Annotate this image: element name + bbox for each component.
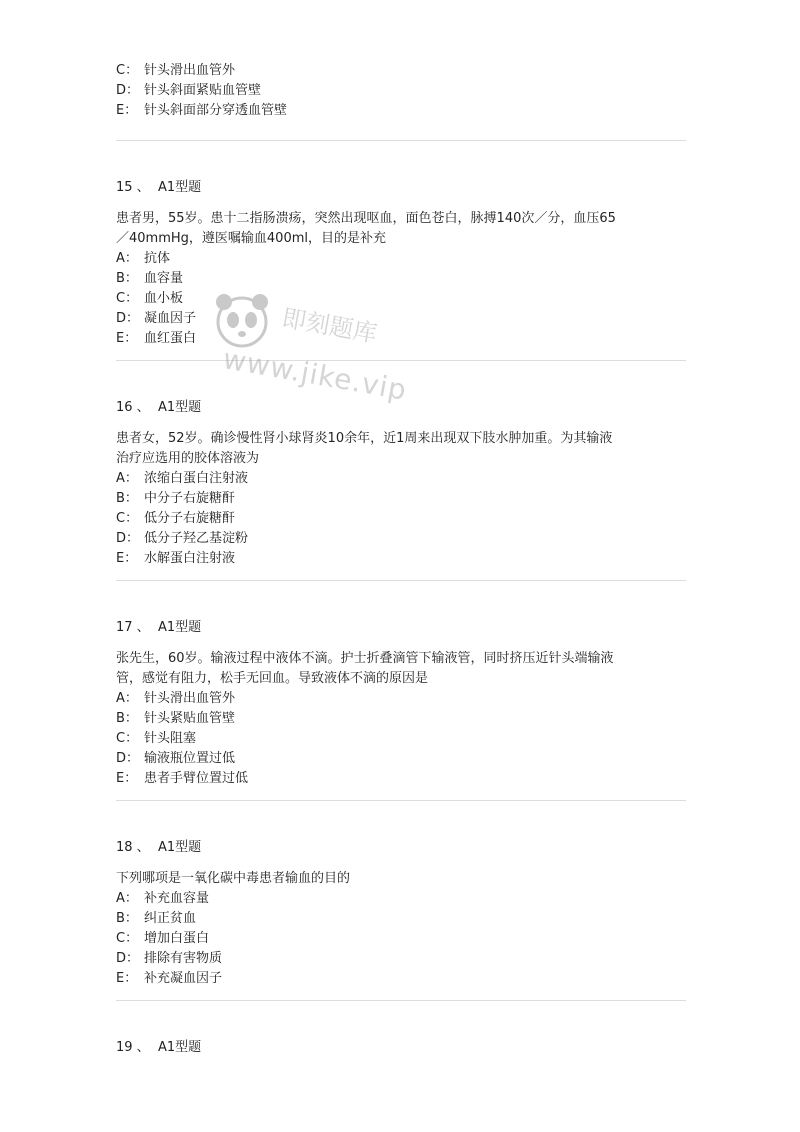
option-c[interactable]: C： 血小板 bbox=[116, 291, 184, 306]
option-d[interactable]: D： 排除有害物质 bbox=[116, 951, 223, 966]
question-15 bbox=[116, 178, 686, 349]
question-header: 16 、 A1型题 bbox=[116, 400, 202, 415]
question-stem: 下列哪项是一氧化碳中毒患者输血的目的 bbox=[116, 871, 351, 886]
question-19 bbox=[116, 1038, 686, 1058]
question-stem: 患者男，55岁。患十二指肠溃疡，突然出现呕血，面色苍白，脉搏140次／分，血压65 ／40mmHg，遵医嘱输血400ml，目的是补充 bbox=[116, 211, 616, 246]
option-d[interactable]: D： 低分子羟乙基淀粉 bbox=[116, 531, 249, 546]
question-header: 15 、 A1型题 bbox=[116, 180, 202, 195]
watermark-brand: 即刻题库 bbox=[279, 303, 380, 349]
option-e[interactable]: E： 水解蛋白注射液 bbox=[116, 551, 236, 566]
question-header: 18 、 A1型题 bbox=[116, 840, 202, 855]
option-d[interactable]: D： 输液瓶位置过低 bbox=[116, 751, 236, 766]
option-b[interactable]: B： 血容量 bbox=[116, 271, 184, 286]
question-18 bbox=[116, 838, 686, 989]
question-header: 17 、 A1型题 bbox=[116, 620, 202, 635]
option-c[interactable]: C： 低分子右旋糖酐 bbox=[116, 511, 236, 526]
divider bbox=[116, 800, 686, 801]
question-17 bbox=[116, 618, 686, 789]
divider bbox=[116, 580, 686, 581]
option-e: E： 针头斜面部分穿透血管壁 bbox=[116, 103, 288, 118]
divider bbox=[116, 360, 686, 361]
option-a[interactable]: A： 抗体 bbox=[116, 251, 171, 266]
option-e[interactable]: E： 补充凝血因子 bbox=[116, 971, 223, 986]
option-e[interactable]: E： 患者手臂位置过低 bbox=[116, 771, 249, 786]
option-e[interactable]: E： 血红蛋白 bbox=[116, 331, 197, 346]
option-b[interactable]: B： 纠正贫血 bbox=[116, 911, 197, 926]
option-d[interactable]: D： 凝血因子 bbox=[116, 311, 197, 326]
question-16 bbox=[116, 398, 686, 569]
option-a[interactable]: A： 浓缩白蛋白注射液 bbox=[116, 471, 249, 486]
question-header: 19 、 A1型题 bbox=[116, 1040, 202, 1055]
option-a[interactable]: A： 针头滑出血管外 bbox=[116, 691, 236, 706]
divider bbox=[116, 1000, 686, 1001]
watermark-url: www.jike.vip bbox=[220, 342, 410, 407]
question-stem: 张先生，60岁。输液过程中液体不滴。护士折叠滴管下输液管，同时挤压近针头端输液 管，感觉有阻力，松手无回血。导致液体不滴的原因是 bbox=[116, 651, 614, 686]
previous-question-options bbox=[116, 61, 686, 121]
divider bbox=[116, 140, 686, 141]
option-b[interactable]: B： 针头紧贴血管壁 bbox=[116, 711, 236, 726]
option-c[interactable]: C： 增加白蛋白 bbox=[116, 931, 210, 946]
option-c[interactable]: C： 针头阻塞 bbox=[116, 731, 197, 746]
question-stem: 患者女，52岁。确诊慢性肾小球肾炎10余年，近1周来出现双下肢水肿加重。为其输液 治疗应选用的胶体溶液为 bbox=[116, 431, 613, 466]
option-b[interactable]: B： 中分子右旋糖酐 bbox=[116, 491, 236, 506]
option-a[interactable]: A： 补充血容量 bbox=[116, 891, 210, 906]
option-d: D： 针头斜面紧贴血管壁 bbox=[116, 83, 262, 98]
option-c: C： 针头滑出血管外 bbox=[116, 63, 236, 78]
